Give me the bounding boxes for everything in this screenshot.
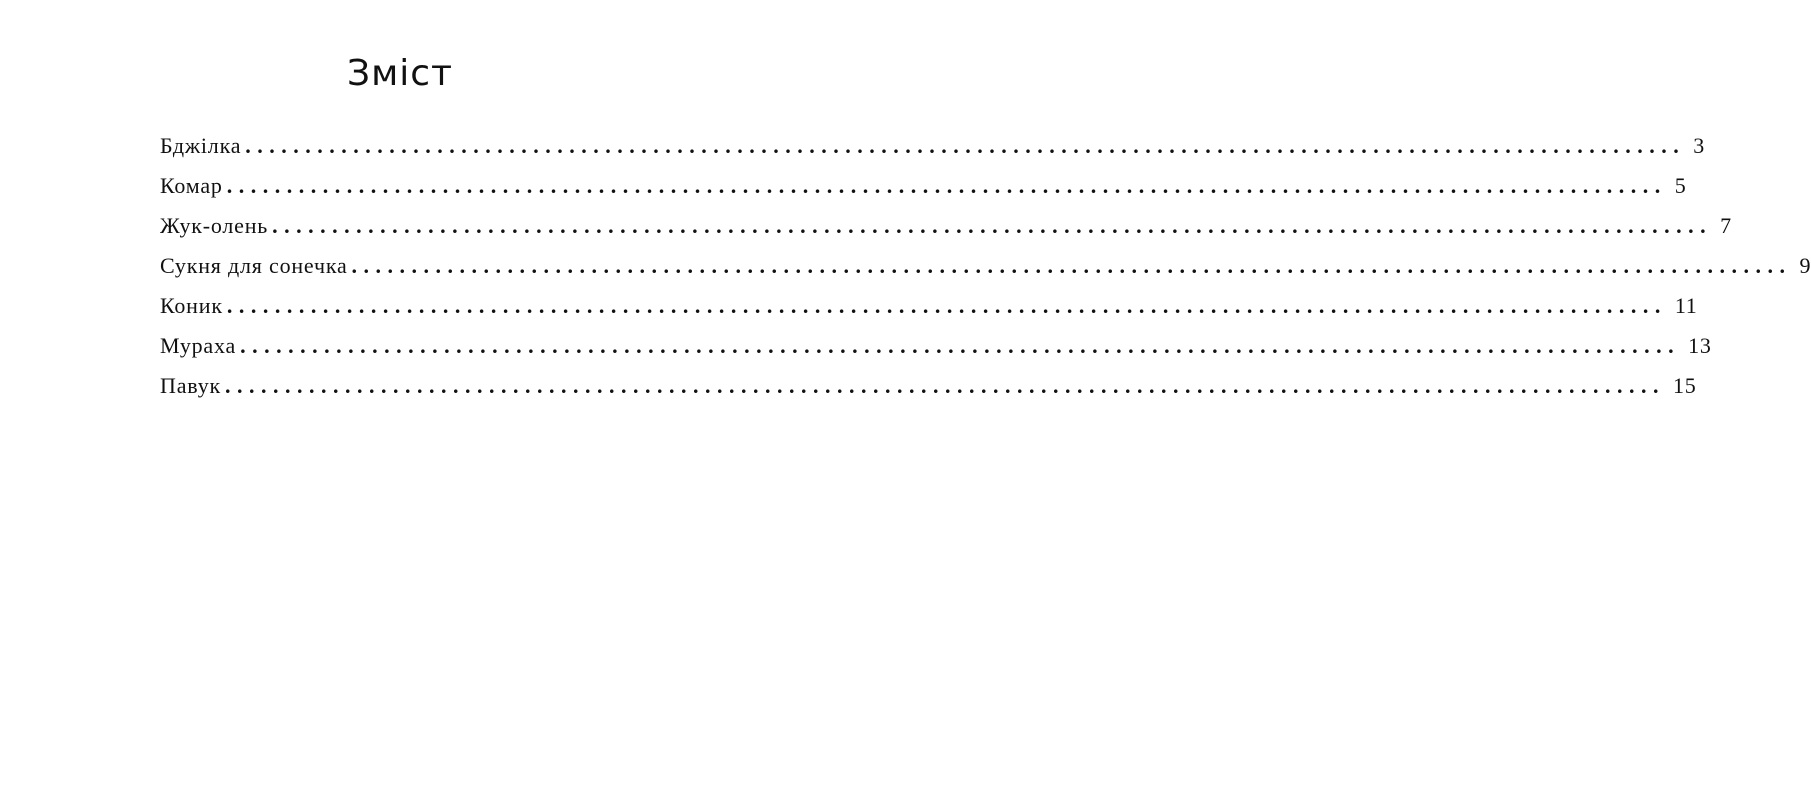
toc-dot-leader: ........................................................................................................................ [224, 373, 1665, 398]
toc-entry[interactable] [160, 166, 1687, 206]
toc-entry-page: 9 [1799, 253, 1811, 278]
toc-entry-label: Мураха [160, 333, 237, 358]
toc-entry[interactable] [160, 126, 1706, 166]
toc-entry-label: Сукня для сонечка [160, 253, 348, 278]
toc-dot-leader: ........................................................................................................................ [226, 293, 1667, 318]
toc-entry-page: 3 [1693, 133, 1706, 158]
page-title: Зміст [346, 53, 453, 94]
toc-dot-leader: ........................................................................................................................ [351, 253, 1792, 278]
toc-entry-label: Бджілка [160, 133, 242, 158]
toc-entry[interactable] [160, 246, 1811, 286]
toc-entry[interactable] [160, 206, 1732, 246]
toc-entry-label: Комар [160, 173, 223, 198]
toc-dot-leader: ........................................................................................................................ [245, 133, 1686, 158]
toc-entry-label: Коник [160, 293, 223, 318]
toc-dot-leader: ........................................................................................................................ [240, 333, 1681, 358]
toc-entry-page: 13 [1688, 333, 1712, 358]
toc-dot-leader: ........................................................................................................................ [226, 173, 1667, 198]
toc-dot-leader: ........................................................................................................................ [272, 213, 1713, 238]
toc-entry[interactable] [160, 366, 1697, 406]
toc-entry-label: Павук [160, 373, 221, 398]
toc-entry-page: 5 [1674, 173, 1687, 198]
toc-entry[interactable] [160, 286, 1698, 326]
toc-entry-page: 11 [1674, 293, 1698, 318]
table-of-contents [160, 126, 1811, 406]
toc-entry-label: Жук-олень [160, 213, 269, 238]
toc-entry-page: 15 [1672, 373, 1697, 398]
toc-entry-page: 7 [1720, 213, 1732, 238]
toc-entry[interactable] [160, 326, 1712, 366]
